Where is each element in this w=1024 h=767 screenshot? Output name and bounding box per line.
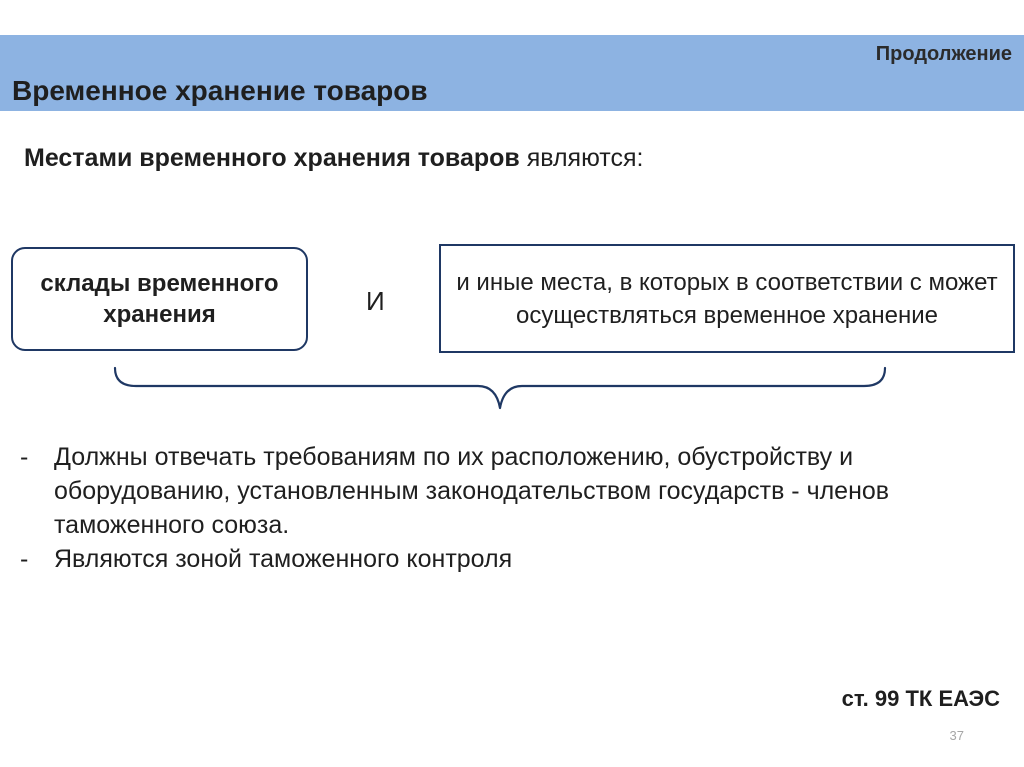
bullet-dash: -: [20, 545, 29, 573]
other-places-box-text: и иные места, в которых в соответствии с может осуществляться временное хранение: [456, 268, 998, 329]
slide-title: Временное хранение товаров: [12, 75, 428, 106]
warehouse-box: [11, 247, 308, 351]
list-item-text: Являются зоной таможенного контроля: [54, 545, 513, 573]
bullet-dash: -: [20, 443, 29, 471]
curly-brace-icon: [112, 362, 888, 412]
conjunction-label: И: [366, 286, 385, 316]
other-places-box: [439, 244, 1015, 353]
warehouse-box-text: склады временного хранения: [40, 270, 279, 328]
legal-source-reference: ст. 99 ТК ЕАЭС: [841, 686, 1000, 711]
requirements-list: [20, 440, 980, 576]
page-number: 37: [949, 728, 964, 743]
header-band: [0, 35, 1024, 111]
list-item: [20, 440, 980, 542]
continuation-label: Продолжение: [875, 43, 1012, 65]
list-item-text: Должны отвечать требованиям по их расположению, обустройству и оборудованию, установленным законодательством государств - членов таможенного союза.: [54, 443, 890, 539]
list-item: [20, 542, 980, 576]
intro-rest-text: являются:: [519, 144, 644, 172]
intro-line: [24, 144, 643, 173]
intro-bold-text: Местами временного хранения товаров: [24, 144, 520, 172]
